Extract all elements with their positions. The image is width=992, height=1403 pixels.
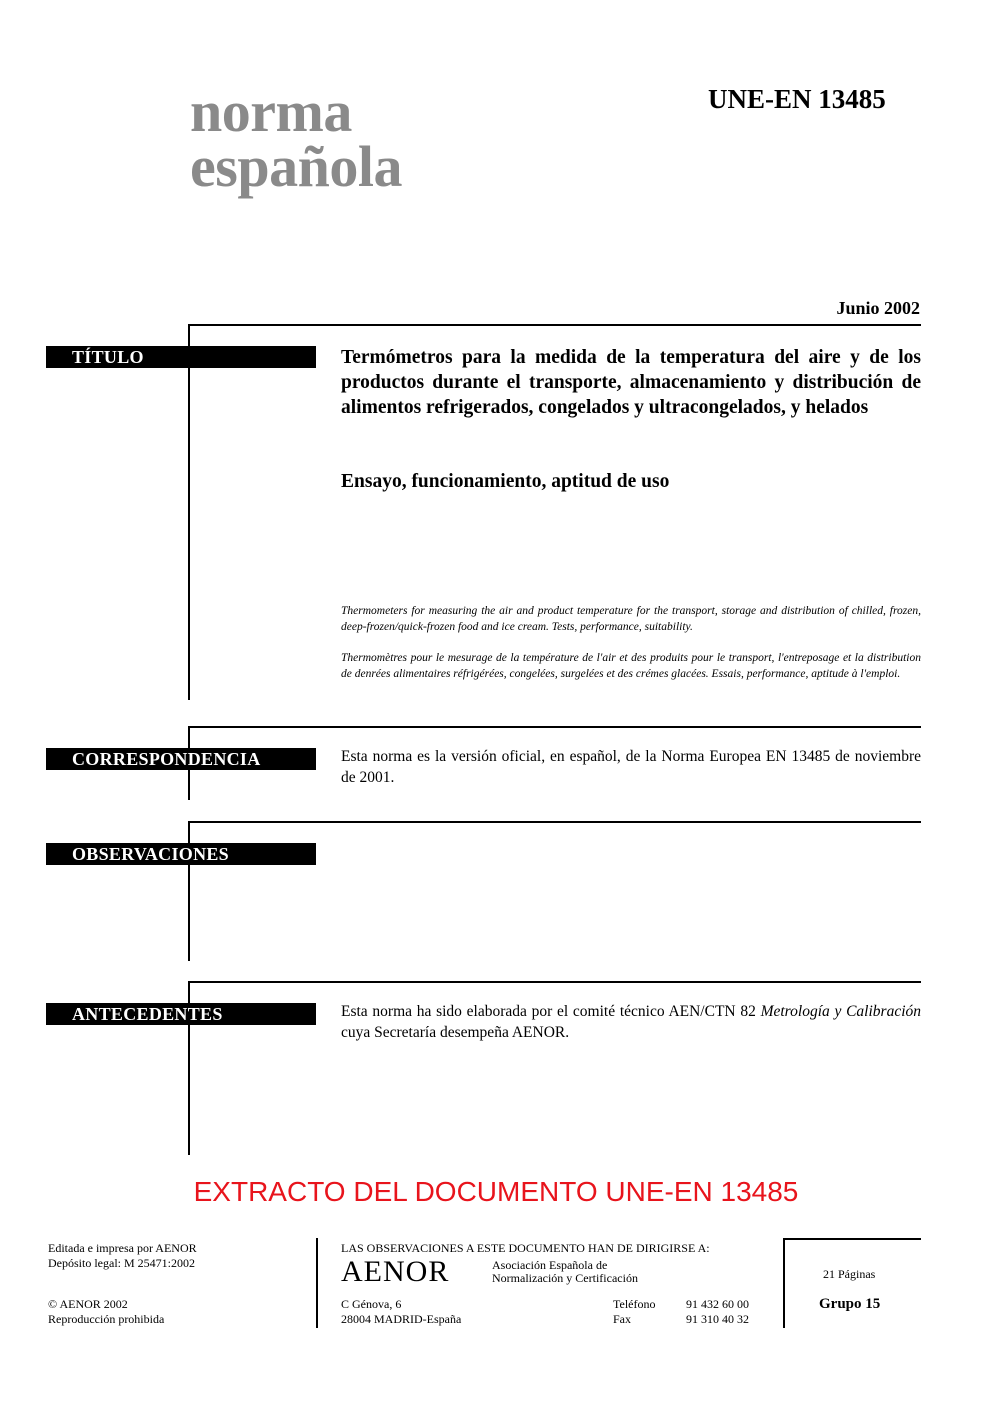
price-group: Grupo 15 bbox=[819, 1296, 881, 1312]
observaciones-vertical-rule bbox=[188, 821, 190, 961]
antecedentes-text bbox=[341, 1001, 921, 1043]
antecedentes-label: ANTECEDENTES bbox=[46, 1003, 316, 1025]
correspondencia-label: CORRESPONDENCIA bbox=[46, 748, 316, 770]
correspondencia-top-rule bbox=[188, 726, 921, 728]
footer-divider-left bbox=[316, 1238, 318, 1328]
fax-number: 91 310 40 32 bbox=[686, 1312, 749, 1326]
footer-edition-info bbox=[48, 1241, 197, 1271]
brand-title bbox=[190, 79, 402, 199]
antecedentes-committee-name: Metrología y Calibración bbox=[760, 1003, 921, 1020]
brand-line-2: española bbox=[190, 134, 402, 199]
page-count: 21 Páginas bbox=[823, 1267, 876, 1281]
edited-by: Editada e impresa por AENOR bbox=[48, 1241, 197, 1255]
document-subtitle: Ensayo, funcionamiento, aptitud de uso bbox=[341, 471, 670, 492]
address-line-2: 28004 MADRID-España bbox=[341, 1312, 462, 1326]
phone-number: 91 432 60 00 bbox=[686, 1297, 749, 1311]
extract-notice: EXTRACTO DEL DOCUMENTO UNE-EN 13485 bbox=[193, 1176, 799, 1207]
titulo-label: TÍTULO bbox=[46, 346, 316, 368]
observations-notice: LAS OBSERVACIONES A ESTE DOCUMENTO HAN DE DIRIGIRSE A: bbox=[341, 1241, 710, 1255]
legal-deposit: Depósito legal: M 25471:2002 bbox=[48, 1256, 195, 1270]
pages-box-top-rule bbox=[783, 1238, 921, 1240]
pages-box-vertical-rule bbox=[783, 1238, 785, 1328]
aenor-logo: AENOR bbox=[341, 1255, 450, 1288]
contact-numbers bbox=[686, 1297, 749, 1327]
association-line-2: Normalización y Certificación bbox=[492, 1271, 638, 1285]
association-line-1: Asociación Española de bbox=[492, 1258, 608, 1272]
footer-copyright-info bbox=[48, 1297, 164, 1327]
reproduction-notice: Reproducción prohibida bbox=[48, 1312, 165, 1326]
antecedentes-text-after: cuya Secretaría desempeña AENOR. bbox=[341, 1024, 570, 1041]
french-title: Thermomètres pour le mesurage de la température de l'air et des produits pour le transport, l'entreposage et la distribution de denrées alimentaires réfrigérées, congelées, surgelées et des crémes glacées. Essais, performance, aptitude à l'emploi. bbox=[341, 652, 921, 680]
fax-label: Fax bbox=[613, 1312, 631, 1326]
copyright: © AENOR 2002 bbox=[48, 1297, 128, 1311]
titulo-top-rule bbox=[188, 324, 921, 326]
antecedentes-text-before: Esta norma ha sido elaborada por el comité técnico AEN/CTN 82 bbox=[341, 1003, 761, 1020]
document-title: Termómetros para la medida de la temperatura del aire y de los productos durante el transporte, almacenamiento y distribución de alimentos refrigerados, congelados y ultracongelados, y helados bbox=[341, 347, 921, 418]
contact-labels bbox=[613, 1297, 655, 1327]
titulo-vertical-rule bbox=[188, 324, 190, 700]
observaciones-label: OBSERVACIONES bbox=[46, 843, 316, 865]
observaciones-top-rule bbox=[188, 821, 921, 823]
antecedentes-top-rule bbox=[188, 981, 921, 983]
publication-date: Junio 2002 bbox=[836, 298, 920, 318]
brand-line-1: norma bbox=[190, 79, 352, 144]
association-name bbox=[492, 1259, 638, 1285]
phone-label: Teléfono bbox=[613, 1297, 656, 1311]
standard-code: UNE-EN 13485 bbox=[708, 84, 886, 114]
correspondencia-text: Esta norma es la versión oficial, en español, de la Norma Europea EN 13485 de noviembre de 2001. bbox=[341, 748, 921, 786]
aenor-address bbox=[341, 1297, 461, 1327]
address-line-1: C Génova, 6 bbox=[341, 1297, 402, 1311]
english-title: Thermometers for measuring the air and product temperature for the transport, storage and distribution of chilled, frozen, deep-frozen/quick-frozen food and ice cream. Tests, performance, suitability. bbox=[341, 605, 921, 633]
